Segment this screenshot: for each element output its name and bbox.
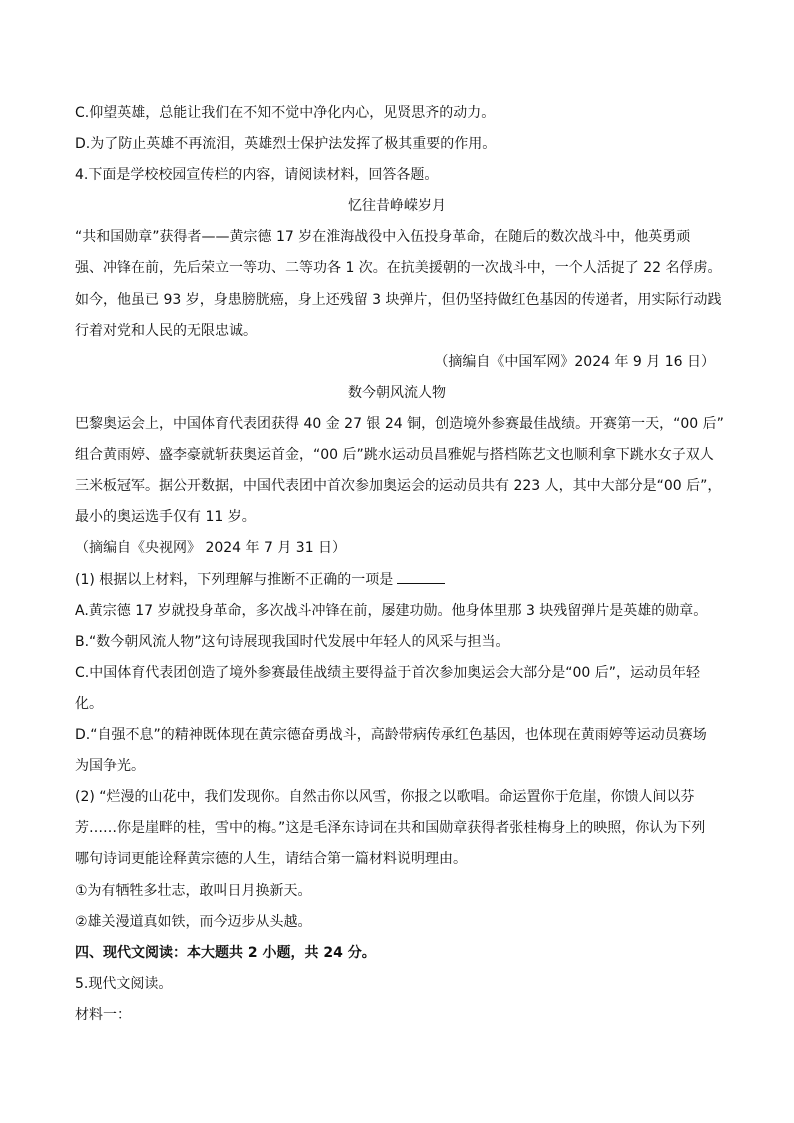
material-2-paragraph: 组合黄雨婷、盛李豪就斩获奥运首金，“00 后”跳水运动员昌雅妮与搭档陈艺文也顺利拿下跳水女子双人 bbox=[75, 447, 714, 463]
poem-option-1: ①为有牺牲多壮志，敢叫日月换新天。 bbox=[75, 883, 312, 899]
material-2-paragraph: 最小的奥运选手仅有 11 岁。 bbox=[75, 509, 256, 525]
section-4-heading: 四、现代文阅读：本大题共 2 小题，共 24 分。 bbox=[75, 945, 376, 961]
material-1-paragraph: “共和国勋章”获得者——黄宗德 17 岁在淮海战役中入伍投身革命，在随后的数次战斗中，他英勇顽 bbox=[75, 229, 691, 245]
sub-question-1-option-c-cont: 化。 bbox=[75, 696, 103, 712]
sub-question-1-option-d: D.“自强不息”的精神既体现在黄宗德奋勇战斗，高龄带病传承红色基因，也体现在黄雨婷等运动员赛场 bbox=[75, 727, 707, 743]
material-1-title: 忆往昔峥嵘岁月 bbox=[348, 198, 446, 214]
sub-question-1-option-d-cont: 为国争光。 bbox=[75, 758, 145, 774]
sub-question-1-text: (1) 根据以上材料，下列理解与推断不正确的一项是 bbox=[75, 572, 394, 588]
material-2-paragraph: 巴黎奥运会上，中国体育代表团获得 40 金 27 银 24 铜，创造境外参赛最佳战绩。开赛第一天，“00 后” bbox=[75, 416, 724, 432]
material-1-source: （摘编自《中国军网》2024 年 9 月 16 日） bbox=[434, 354, 715, 370]
material-1-paragraph: 如今，他虽已 93 岁，身患膀胱癌，身上还残留 3 块弹片，但仍坚持做红色基因的传递者，用实际行动践 bbox=[75, 292, 722, 308]
sub-question-2-cont: 芳……你是崖畔的桂，雪中的梅。”这是毛泽东诗词在共和国勋章获得者张桂梅身上的映照，你认为下列 bbox=[75, 820, 706, 836]
sub-question-1 bbox=[75, 569, 725, 590]
sub-question-2: (2) “烂漫的山花中，我们发现你。自然击你以风雪，你报之以歌唱。命运置你于危崖，你馈人间以芬 bbox=[75, 789, 695, 805]
answer-blank bbox=[397, 569, 445, 584]
material-1-paragraph: 行着对党和人民的无限忠诚。 bbox=[75, 323, 257, 339]
material-2-source: （摘编自《央视网》 2024 年 7 月 31 日） bbox=[75, 540, 347, 556]
question-4-stem: 4.下面是学校校园宣传栏的内容，请阅读材料，回答各题。 bbox=[75, 167, 439, 183]
poem-option-2: ②雄关漫道真如铁，而今迈步从头越。 bbox=[75, 914, 312, 930]
sub-question-1-option-b: B.“数今朝风流人物”这句诗展现我国时代发展中年轻人的风采与担当。 bbox=[75, 634, 510, 650]
option-c-line: C.仰望英雄，总能让我们在不知不觉中净化内心，见贤思齐的动力。 bbox=[75, 105, 496, 121]
sub-question-1-option-a: A.黄宗德 17 岁就投身革命，多次战斗冲锋在前，屡建功勋。他身体里那 3 块残留弹片是英雄的勋章。 bbox=[75, 603, 708, 619]
sub-question-1-option-c: C.中国体育代表团创造了境外参赛最佳战绩主要得益于首次参加奥运会大部分是“00 后”，运动员年轻 bbox=[75, 665, 700, 681]
material-2-paragraph: 三米板冠军。据公开数据，中国代表团中首次参加奥运会的运动员共有 223 人，其中大部分是“00 后”， bbox=[75, 478, 722, 494]
material-2-title: 数今朝风流人物 bbox=[348, 385, 446, 401]
question-5-stem: 5.现代文阅读。 bbox=[75, 976, 173, 992]
material-one-label: 材料一： bbox=[75, 1007, 131, 1023]
option-d-line: D.为了防止英雄不再流泪，英雄烈士保护法发挥了极其重要的作用。 bbox=[75, 136, 497, 152]
material-1-paragraph: 强、冲锋在前，先后荣立一等功、二等功各 1 次。在抗美援朝的一次战斗中，一个人活捉了 22 名俘虏。 bbox=[75, 260, 722, 276]
sub-question-2-cont: 哪句诗词更能诠释黄宗德的人生，请结合第一篇材料说明理由。 bbox=[75, 851, 467, 867]
